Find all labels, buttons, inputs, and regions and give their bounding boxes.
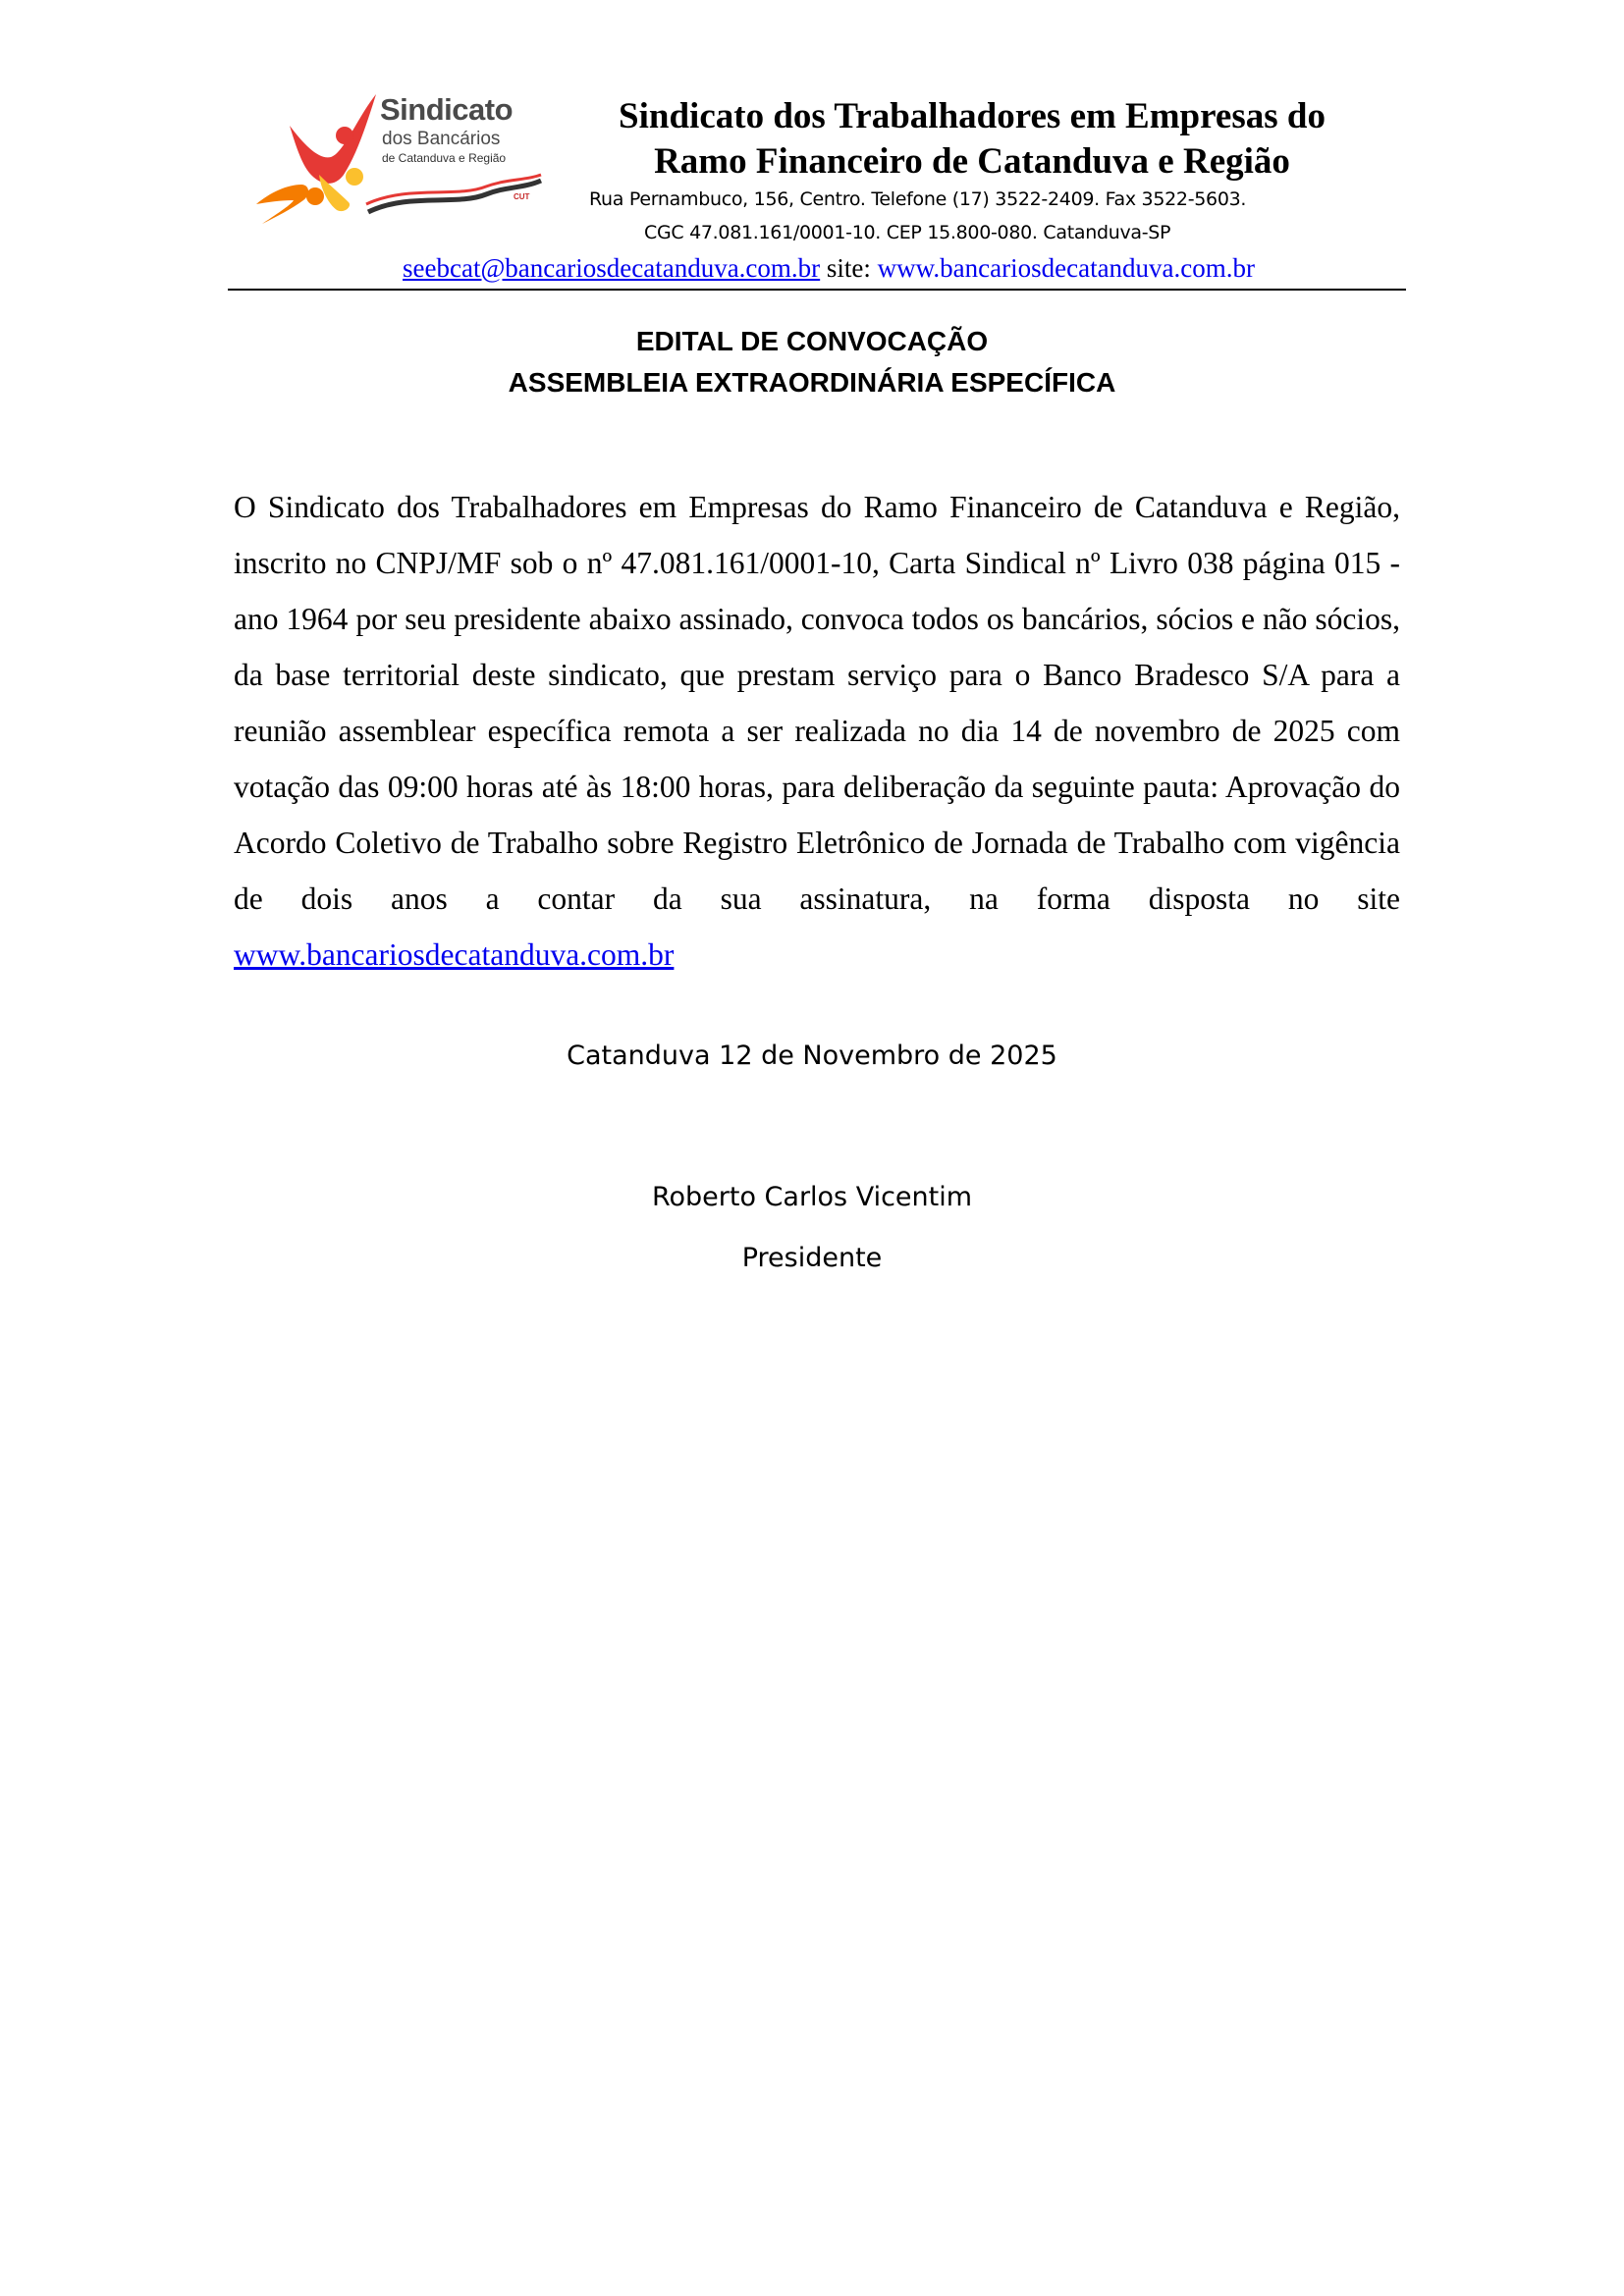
- logo-subtitle: dos Bancários: [382, 129, 501, 149]
- document-subtitle: ASSEMBLEIA EXTRAORDINÁRIA ESPECÍFICA: [508, 367, 1116, 398]
- organization-name-line1: Sindicato dos Trabalhadores em Empresas do: [619, 96, 1326, 136]
- logo-title: Sindicato: [380, 92, 514, 127]
- organization-name: [550, 94, 1394, 185]
- contact-line: [403, 253, 1255, 284]
- logo-subtitle-region: de Catanduva e Região: [382, 151, 507, 165]
- body-paragraph: O Sindicato dos Trabalhadores em Empresas do Ramo Financeiro de Catanduva e Região, inscrito no CNPJ/MF sob o nº 47.081.161/0001-10, Carta Sindical nº Livro 038 página 015 - ano 1964 por seu presidente abaixo assinado, convoca todos os bancários, sócios e não sócios, da base territorial deste sindicato, que prestam serviço para o Banco Bradesco S/A para a reunião assemblear específica remota a ser realizada no dia 14 de novembro de 2025 com votação das 09:00 horas até às 18:00 horas, para deliberação da seguinte pauta: Aprovação do Acordo Coletivo de Trabalho sobre Registro Eletrônico de Jornada de Trabalho com vigência de dois anos a contar da sua assinatura, na forma disposta no site: [234, 490, 1400, 916]
- document-body: [234, 479, 1400, 983]
- body-site-link[interactable]: www.bancariosdecatanduva.com.br: [234, 937, 675, 972]
- organization-name-line2: Ramo Financeiro de Catanduva e Região: [654, 141, 1290, 182]
- address-line1: Rua Pernambuco, 156, Centro. Telefone (17) 3522-2409. Fax 3522-5603.: [589, 188, 1247, 210]
- email-link[interactable]: seebcat@bancariosdecatanduva.com.br: [403, 253, 821, 283]
- header-divider: [228, 289, 1406, 291]
- signer-name: Roberto Carlos Vicentim: [651, 1182, 973, 1212]
- document-title: EDITAL DE CONVOCAÇÃO: [635, 326, 989, 356]
- date-line: Catanduva 12 de Novembro de 2025: [567, 1041, 1057, 1071]
- cut-badge: CUT: [514, 192, 530, 201]
- signer-role: Presidente: [741, 1243, 883, 1273]
- site-link[interactable]: www.bancariosdecatanduva.com.br: [877, 253, 1256, 283]
- site-label: site:: [826, 253, 871, 283]
- address-line2: CGC 47.081.161/0001-10. CEP 15.800-080. Catanduva-SP: [644, 222, 1171, 243]
- union-logo: [250, 86, 545, 229]
